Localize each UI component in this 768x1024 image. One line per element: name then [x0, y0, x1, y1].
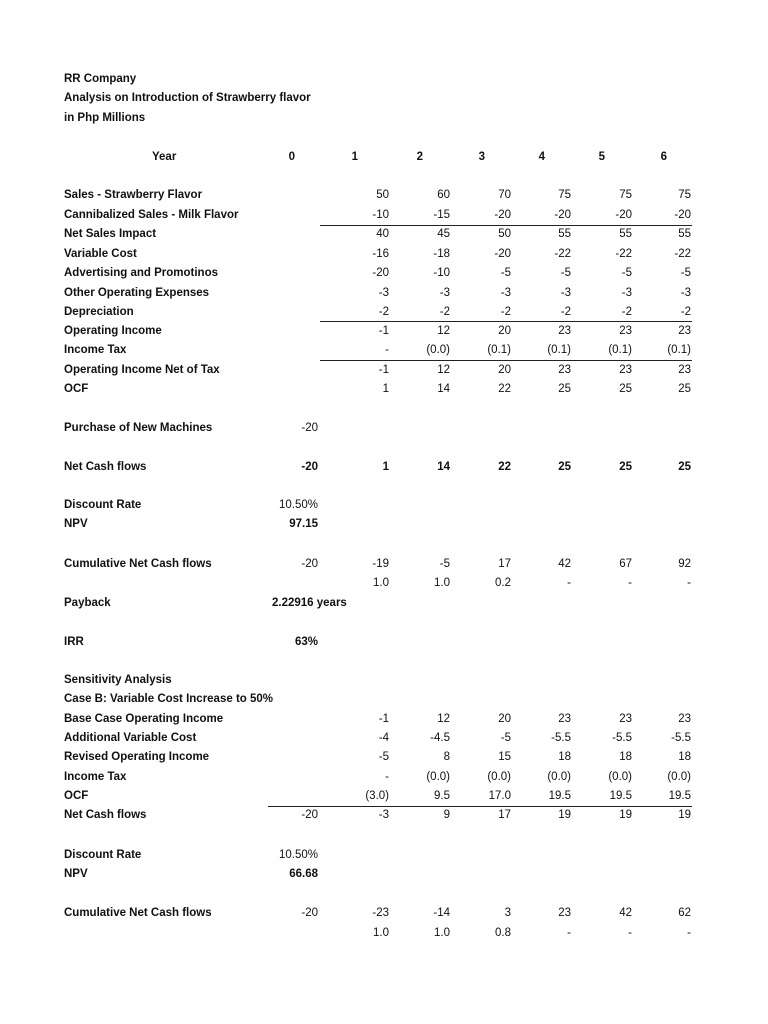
table-cell: -10: [433, 267, 450, 279]
table-cell: -: [567, 577, 571, 589]
company-name: RR Company: [64, 73, 137, 85]
table-cell: 15: [498, 751, 511, 763]
table-cell: 25: [619, 461, 632, 473]
irr-value: 63%: [294, 636, 318, 648]
row-label: Purchase of New Machines: [64, 422, 213, 434]
table-cell: 19: [558, 809, 571, 821]
table-cell: -5: [560, 267, 571, 279]
table-cell: 75: [558, 189, 571, 201]
table-cell: 12: [437, 364, 450, 376]
npv-value: 97.15: [289, 518, 318, 530]
table-cell: 25: [619, 383, 632, 395]
table-cell: -18: [433, 248, 450, 260]
table-cell: 23: [619, 713, 632, 725]
table-cell: 17.0: [488, 790, 511, 802]
table-cell: -2: [378, 306, 389, 318]
table-cell: 23: [678, 364, 691, 376]
table-cell: -1: [378, 713, 389, 725]
table-cell: 25: [678, 383, 691, 395]
table-cell: (0.0): [426, 344, 450, 356]
payback-label: Payback: [64, 597, 111, 609]
row-label: Cumulative Net Cash flows: [64, 558, 212, 570]
table-cell: 42: [619, 907, 632, 919]
table-cell: 8: [443, 751, 450, 763]
table-cell: -5: [500, 732, 511, 744]
table-cell: (3.0): [365, 790, 389, 802]
table-cell: -: [567, 927, 571, 939]
table-cell: 18: [619, 751, 632, 763]
table-cell: 55: [558, 228, 571, 240]
table-cell: 23: [558, 364, 571, 376]
table-cell: 12: [437, 325, 450, 337]
table-cell: -20: [372, 267, 389, 279]
table-cell: -3: [621, 287, 632, 299]
table-cell: -20: [494, 209, 511, 221]
year-4: 4: [538, 151, 545, 163]
table-cell: 60: [437, 189, 450, 201]
table-cell: 40: [376, 228, 389, 240]
table-cell: 1.0: [373, 927, 389, 939]
table-cell: 25: [558, 383, 571, 395]
table-cell: (0.0): [608, 771, 632, 783]
table-cell: (0.1): [608, 344, 632, 356]
row-label: Depreciation: [64, 306, 134, 318]
table-cell: -15: [433, 209, 450, 221]
table-cell: -2: [439, 306, 450, 318]
table-cell: -23: [372, 907, 389, 919]
row-label: Operating Income Net of Tax: [64, 364, 220, 376]
case-title: Case B: Variable Cost Increase to 50%: [64, 693, 274, 705]
table-cell: 23: [678, 713, 691, 725]
table-cell: 50: [376, 189, 389, 201]
row-label: Income Tax: [64, 771, 127, 783]
year-header: Year: [152, 151, 177, 163]
row-label: Net Sales Impact: [64, 228, 157, 240]
year-3: 3: [478, 151, 485, 163]
sensitivity-title: Sensitivity Analysis: [64, 674, 172, 686]
table-cell: 75: [619, 189, 632, 201]
table-cell: -2: [680, 306, 691, 318]
table-cell: -2: [500, 306, 511, 318]
table-cell: -5: [680, 267, 691, 279]
npv-label: NPV: [64, 518, 88, 530]
table-cell: 0.2: [495, 577, 511, 589]
table-cell: -20: [554, 209, 571, 221]
sens-npv-label: NPV: [64, 868, 88, 880]
table-cell: 75: [678, 189, 691, 201]
table-cell: 23: [558, 325, 571, 337]
table-cell: -20: [494, 248, 511, 260]
payback-value: 2.22916 years: [272, 597, 347, 609]
rule-line: [320, 321, 692, 322]
table-cell: -5: [500, 267, 511, 279]
table-cell: (0.0): [667, 771, 691, 783]
table-cell: -: [687, 577, 691, 589]
table-cell: 92: [678, 558, 691, 570]
row-label: Net Cash flows: [64, 461, 147, 473]
row-label: Base Case Operating Income: [64, 713, 224, 725]
table-cell: 23: [558, 713, 571, 725]
table-cell: 14: [437, 383, 450, 395]
table-cell: 67: [619, 558, 632, 570]
rule-line: [268, 806, 692, 807]
table-cell: 0.8: [495, 927, 511, 939]
sens-npv-value: 66.68: [289, 868, 318, 880]
table-cell: 62: [678, 907, 691, 919]
table-cell: 12: [437, 713, 450, 725]
table-cell: -5: [621, 267, 632, 279]
table-cell: 1: [382, 461, 389, 473]
table-cell: 25: [558, 461, 571, 473]
table-cell: -22: [615, 248, 632, 260]
table-cell: -: [385, 771, 389, 783]
year-6: 6: [660, 151, 667, 163]
row-label: Sales - Strawberry Flavor: [64, 189, 203, 201]
table-cell: 19.5: [668, 790, 691, 802]
table-cell: 17: [498, 809, 511, 821]
row-label: Variable Cost: [64, 248, 137, 260]
table-cell: 9: [443, 809, 450, 821]
table-cell: 19.5: [548, 790, 571, 802]
table-cell: -3: [378, 809, 389, 821]
table-cell: -1: [378, 325, 389, 337]
table-cell: 18: [558, 751, 571, 763]
table-cell: -14: [433, 907, 450, 919]
table-cell: -: [628, 927, 632, 939]
rule-line: [320, 225, 692, 226]
table-cell: -2: [560, 306, 571, 318]
table-cell: 17: [498, 558, 511, 570]
row-label: Income Tax: [64, 344, 127, 356]
row-label: OCF: [64, 790, 89, 802]
table-cell: -1: [378, 364, 389, 376]
table-cell: (0.0): [547, 771, 571, 783]
table-cell: -22: [674, 248, 691, 260]
table-cell: 1: [382, 383, 389, 395]
year-2: 2: [416, 151, 423, 163]
table-cell: 55: [678, 228, 691, 240]
table-cell: -3: [680, 287, 691, 299]
table-cell: -5: [439, 558, 450, 570]
table-cell: 23: [678, 325, 691, 337]
table-cell: 1.0: [373, 577, 389, 589]
table-cell: 25: [678, 461, 691, 473]
table-cell: 20: [498, 713, 511, 725]
table-cell: 22: [498, 383, 511, 395]
table-cell: 55: [619, 228, 632, 240]
table-cell: 23: [619, 325, 632, 337]
table-cell: -: [385, 344, 389, 356]
table-cell: 9.5: [434, 790, 450, 802]
table-cell: -2: [621, 306, 632, 318]
table-cell: (0.1): [487, 344, 511, 356]
table-cell: -4: [378, 732, 389, 744]
row-label: Revised Operating Income: [64, 751, 210, 763]
row-label: Operating Income: [64, 325, 162, 337]
row-label: Net Cash flows: [64, 809, 147, 821]
year-1: 1: [351, 151, 358, 163]
table-cell: (0.1): [667, 344, 691, 356]
table-cell: -5.5: [671, 732, 691, 744]
table-cell: (0.1): [547, 344, 571, 356]
table-cell: 18: [678, 751, 691, 763]
table-cell: -20: [301, 422, 318, 434]
table-cell: -5.5: [551, 732, 571, 744]
table-cell: 42: [558, 558, 571, 570]
table-cell: -20: [301, 558, 318, 570]
report-title: Analysis on Introduction of Strawberry flavor: [64, 92, 311, 104]
table-cell: 50: [498, 228, 511, 240]
rule-line: [320, 360, 692, 361]
table-cell: -22: [554, 248, 571, 260]
table-cell: -: [628, 577, 632, 589]
discount-rate-value: 10.50%: [278, 499, 318, 511]
row-label: Advertising and Promotinos: [64, 267, 218, 279]
units-label: in Php Millions: [64, 112, 146, 124]
table-cell: (0.0): [487, 771, 511, 783]
table-cell: 19.5: [609, 790, 632, 802]
table-cell: 22: [498, 461, 511, 473]
table-cell: 1.0: [434, 927, 450, 939]
table-cell: 3: [504, 907, 511, 919]
discount-rate-label: Discount Rate: [64, 499, 142, 511]
sens-discount-rate-value: 10.50%: [278, 849, 318, 861]
table-cell: 19: [678, 809, 691, 821]
table-cell: -16: [372, 248, 389, 260]
row-label: OCF: [64, 383, 89, 395]
table-cell: -20: [301, 461, 318, 473]
row-label: Additional Variable Cost: [64, 732, 197, 744]
year-5: 5: [598, 151, 605, 163]
row-label: Cumulative Net Cash flows: [64, 907, 212, 919]
table-cell: (0.0): [426, 771, 450, 783]
table-cell: -: [687, 927, 691, 939]
sens-discount-rate-label: Discount Rate: [64, 849, 142, 861]
table-cell: -3: [560, 287, 571, 299]
row-label: Other Operating Expenses: [64, 287, 210, 299]
table-cell: -5: [378, 751, 389, 763]
table-cell: 1.0: [434, 577, 450, 589]
table-cell: -19: [372, 558, 389, 570]
table-cell: 14: [437, 461, 450, 473]
table-cell: 23: [558, 907, 571, 919]
table-cell: -3: [439, 287, 450, 299]
table-cell: 23: [619, 364, 632, 376]
table-cell: -20: [674, 209, 691, 221]
table-cell: -5.5: [612, 732, 632, 744]
row-label: Cannibalized Sales - Milk Flavor: [64, 209, 239, 221]
table-cell: -10: [372, 209, 389, 221]
table-cell: 70: [498, 189, 511, 201]
table-cell: -3: [500, 287, 511, 299]
table-cell: -20: [615, 209, 632, 221]
year-0: 0: [288, 151, 295, 163]
table-cell: 19: [619, 809, 632, 821]
table-cell: 20: [498, 325, 511, 337]
table-cell: 45: [437, 228, 450, 240]
irr-label: IRR: [64, 636, 84, 648]
table-cell: 20: [498, 364, 511, 376]
table-cell: -4.5: [430, 732, 450, 744]
table-cell: -20: [301, 809, 318, 821]
table-cell: -3: [378, 287, 389, 299]
table-cell: -20: [301, 907, 318, 919]
